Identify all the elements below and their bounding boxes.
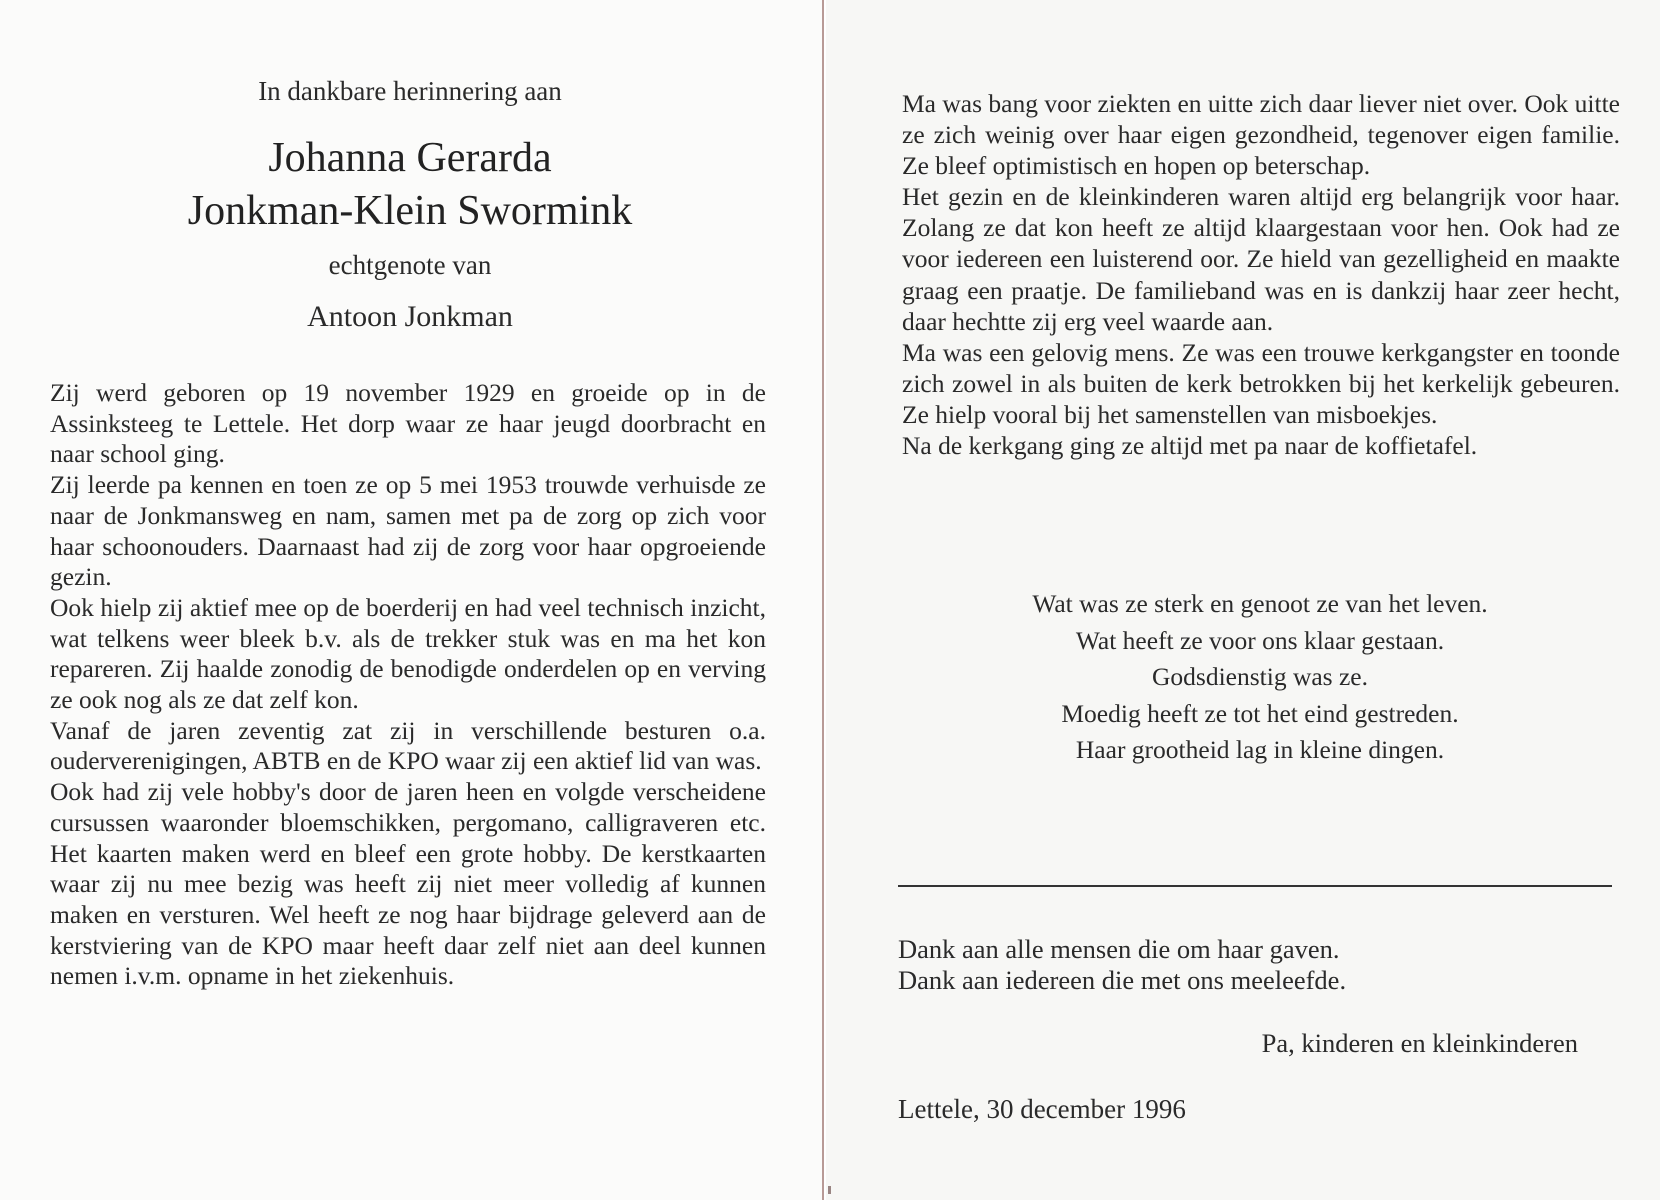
thanks-line: Dank aan alle mensen die om haar gaven. — [898, 934, 1340, 964]
poem-line: Moedig heeft ze tot het eind gestreden. — [1061, 698, 1459, 728]
story — [902, 88, 1620, 461]
thanks-block — [898, 934, 1618, 996]
bio-paragraph: Ook had zij vele hobby's door de jaren heen en volgde verscheidene cursussen waaronder bloemschikken, pergomano, calligraveren etc. Het kaarten maken werd en bleef een grote hobby. De kerstkaarten waar zij nu mee bezig was heeft zij niet meer volledig af kunnen maken en versturen. Wel heeft ze nog haar bijdrage geleverd aan de kerstviering van de KPO maar heeft daar zelf niet aan deel kunnen nemen i.v.m. opname in het ziekenhuis. — [50, 777, 766, 991]
biography — [50, 378, 766, 992]
poem-line: Wat heeft ze voor ons klaar gestaan. — [1075, 625, 1445, 655]
card-fold-line — [822, 0, 824, 1200]
bio-paragraph: Ook hielp zij aktief mee op de boerderij en had veel technisch inzicht, wat telkens weer bleek b.v. als de trekker stuk was en ma het kon repareren. Zij haalde zonodig de benodigde onderdelen op en verving ze ook nog als ze dat zelf kon. — [50, 592, 766, 715]
deceased-name — [60, 132, 760, 238]
memorial-intro: In dankbare herinnering aan — [258, 76, 562, 106]
poem-line: Godsdienstig was ze. — [1151, 662, 1368, 691]
story-paragraph: Het gezin en de kleinkinderen waren altijd erg belangrijk voor haar. Zolang ze dat kon heeft ze altijd klaargestaan voor hen. Ook had ze voor iedereen een luisterend oor. Ze hield van gezelligheid en maakte graag een praatje. De familieband was en is dankzij haar zeer hecht, daar hechtte zij erg veel waarde aan. — [902, 182, 1620, 336]
story-paragraph: Ma was bang voor ziekten en uitte zich daar liever niet over. Ook uitte ze zich weinig over haar eigen gezondheid, tegenover eigen familie. Ze bleef optimistisch en hopen op beterschap. — [902, 89, 1620, 181]
spouse-name: Antoon Jonkman — [307, 300, 513, 333]
poem-line: Haar grootheid lag in kleine dingen. — [1075, 735, 1445, 764]
divider-rule — [898, 885, 1612, 887]
poem-line: Wat was ze sterk en genoot ze van het leven. — [1032, 589, 1488, 618]
memorial-poem — [900, 586, 1620, 769]
bio-paragraph: Vanaf de jaren zeventig zat zij in verschillende besturen o.a. ouderverenigingen, ABTB en de KPO waar zij een aktief lid van was. — [50, 715, 766, 776]
thanks-line: Dank aan iedereen die met ons meeleefde. — [898, 965, 1347, 995]
fold-mark — [828, 1186, 831, 1194]
bio-paragraph: Zij werd geboren op 19 november 1929 en groeide op in de Assinksteeg te Lettele. Het dorp waar ze haar jeugd doorbracht en naar school ging. — [50, 378, 766, 469]
place-date: Lettele, 30 december 1996 — [898, 1094, 1186, 1124]
deceased-name-line2: Jonkman-Klein Swormink — [187, 188, 633, 234]
story-paragraph: Na de kerkgang ging ze altijd met pa naar de koffietafel. — [902, 431, 1478, 461]
bio-paragraph: Zij leerde pa kennen en toen ze op 5 mei 1953 trouwde verhuisde ze naar de Jonkmansweg en nam, samen met pa de zorg op zich voor haar schoonouders. Daarnaast had zij de zorg voor haar opgroeiende gezin. — [50, 470, 766, 592]
family-signature: Pa, kinderen en kleinkinderen — [1261, 1028, 1578, 1058]
deceased-name-line1: Johanna Gerarda — [268, 135, 552, 181]
story-paragraph: Ma was een gelovig mens. Ze was een trouwe kerkgangster en toonde zich zowel in als buiten de kerk betrokken bij het kerkelijk gebeuren. Ze hielp vooral bij het samenstellen van misboekjes. — [902, 337, 1620, 429]
spouse-label: echtgenote van — [328, 250, 492, 280]
